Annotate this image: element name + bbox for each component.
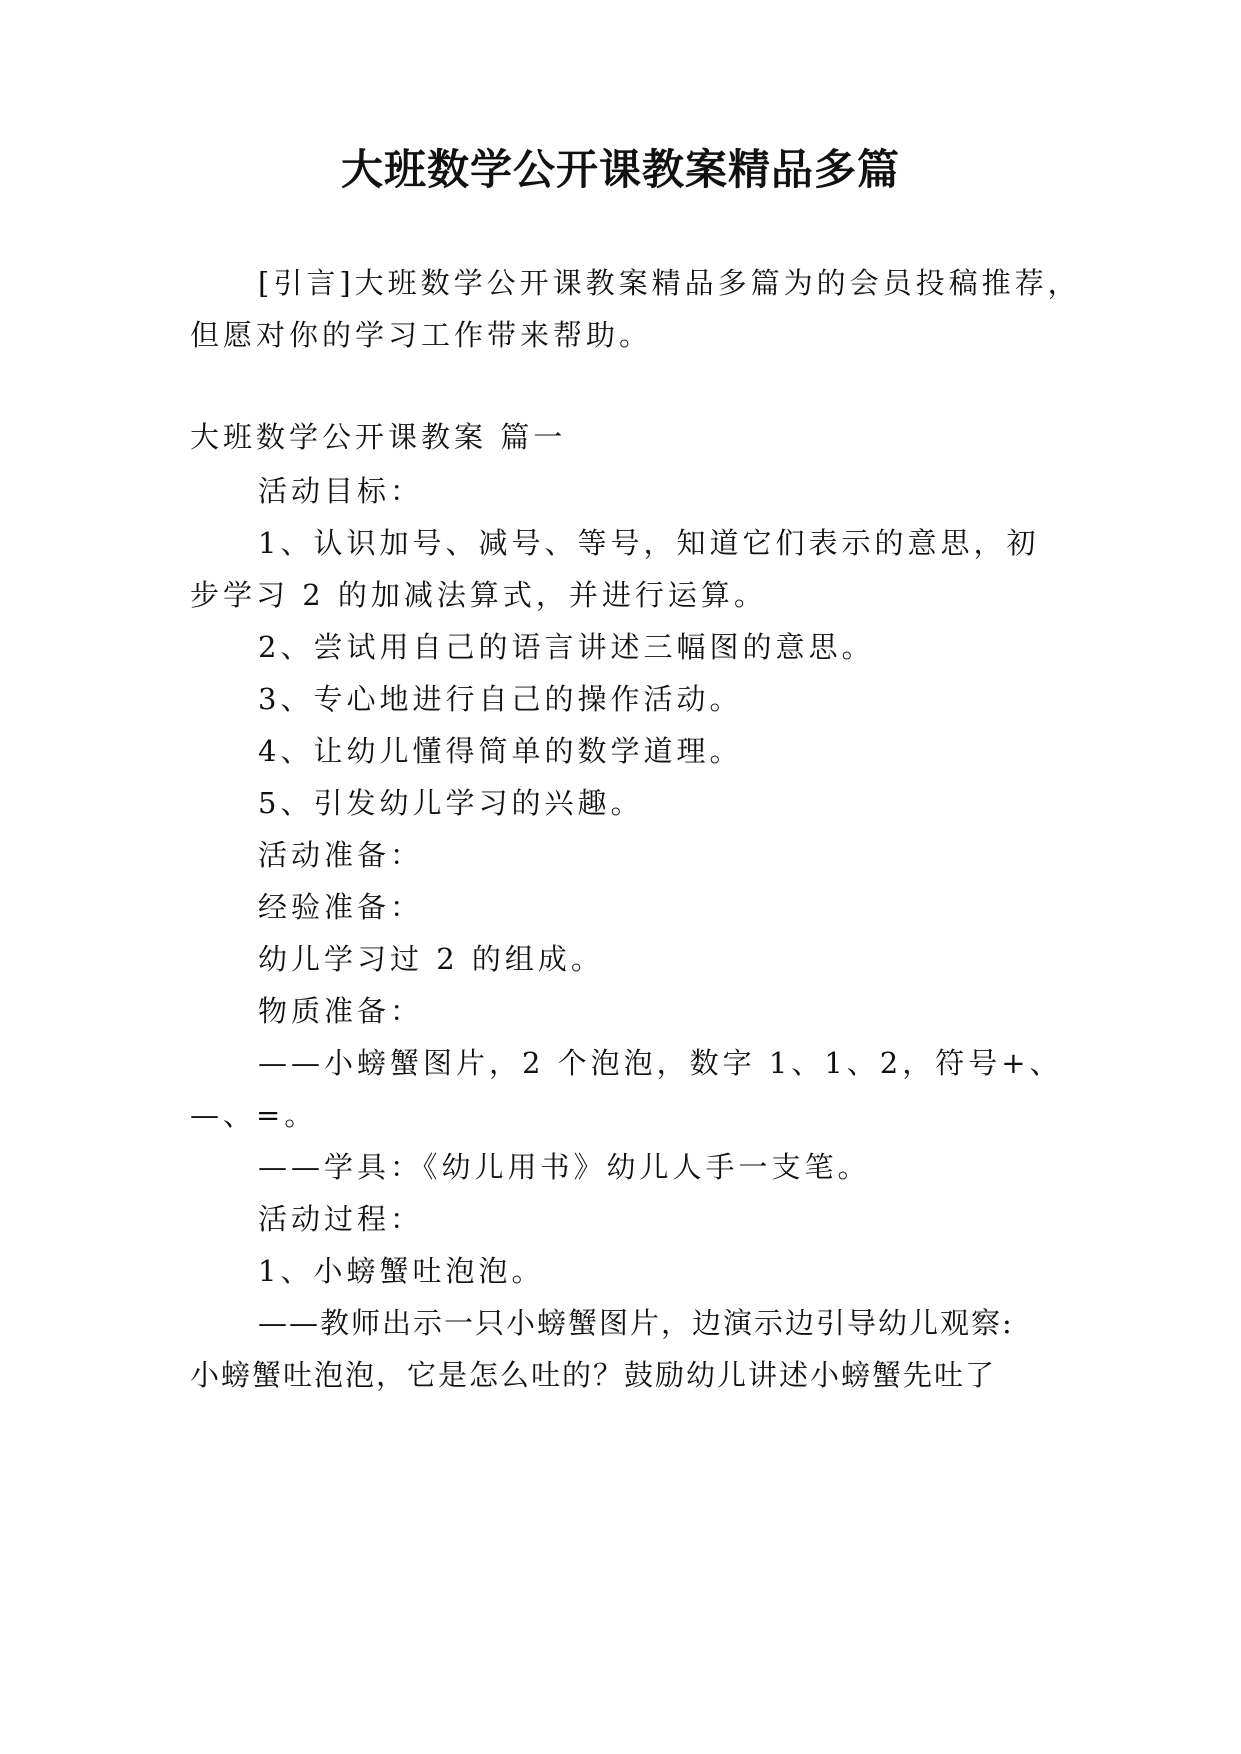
activity-prep-heading: 活动准备： [258, 838, 424, 872]
material-prep-heading: 物质准备： [258, 994, 424, 1028]
activity-process-heading: 活动过程： [258, 1202, 424, 1236]
goal-1-line-1: 1、认识加号、减号、等号，知道它们表示的意思，初 [258, 526, 1040, 560]
goal-1-line-2: 步学习 2 的加减法算式，并进行运算。 [190, 578, 767, 612]
material-1-line-1: ——小螃蟹图片，2 个泡泡，数字 1、1、2，符号+、 [258, 1046, 1063, 1080]
experience-prep-heading: 经验准备： [258, 890, 424, 924]
section-heading: 大班数学公开课教案 篇一 [190, 420, 567, 454]
step-1-heading: 1、小螃蟹吐泡泡。 [258, 1254, 545, 1288]
step-1-text-line-1: ——教师出示一只小螃蟹图片，边演示边引导幼儿观察: [258, 1306, 1014, 1340]
activity-goals-heading: 活动目标： [258, 474, 424, 508]
experience-prep-text: 幼儿学习过 2 的组成。 [258, 942, 604, 976]
step-1-text-line-2: 小螃蟹吐泡泡，它是怎么吐的？鼓励幼儿讲述小螃蟹先吐了 [190, 1358, 997, 1392]
goal-2: 2、尝试用自己的语言讲述三幅图的意思。 [258, 630, 875, 664]
material-1-line-2: —、=。 [190, 1098, 318, 1132]
intro-line-1: [引言]大班数学公开课教案精品多篇为的会员投稿推荐， [258, 266, 1081, 300]
goal-3: 3、专心地进行自己的操作活动。 [258, 682, 743, 716]
document-title: 大班数学公开课教案精品多篇 [340, 145, 900, 194]
goal-4: 4、让幼儿懂得简单的数学道理。 [258, 734, 743, 768]
intro-line-2: 但愿对你的学习工作带来帮助。 [190, 318, 653, 352]
goal-5: 5、引发幼儿学习的兴趣。 [258, 786, 644, 820]
material-2: ——学具：《幼儿用书》幼儿人手一支笔。 [258, 1150, 871, 1184]
